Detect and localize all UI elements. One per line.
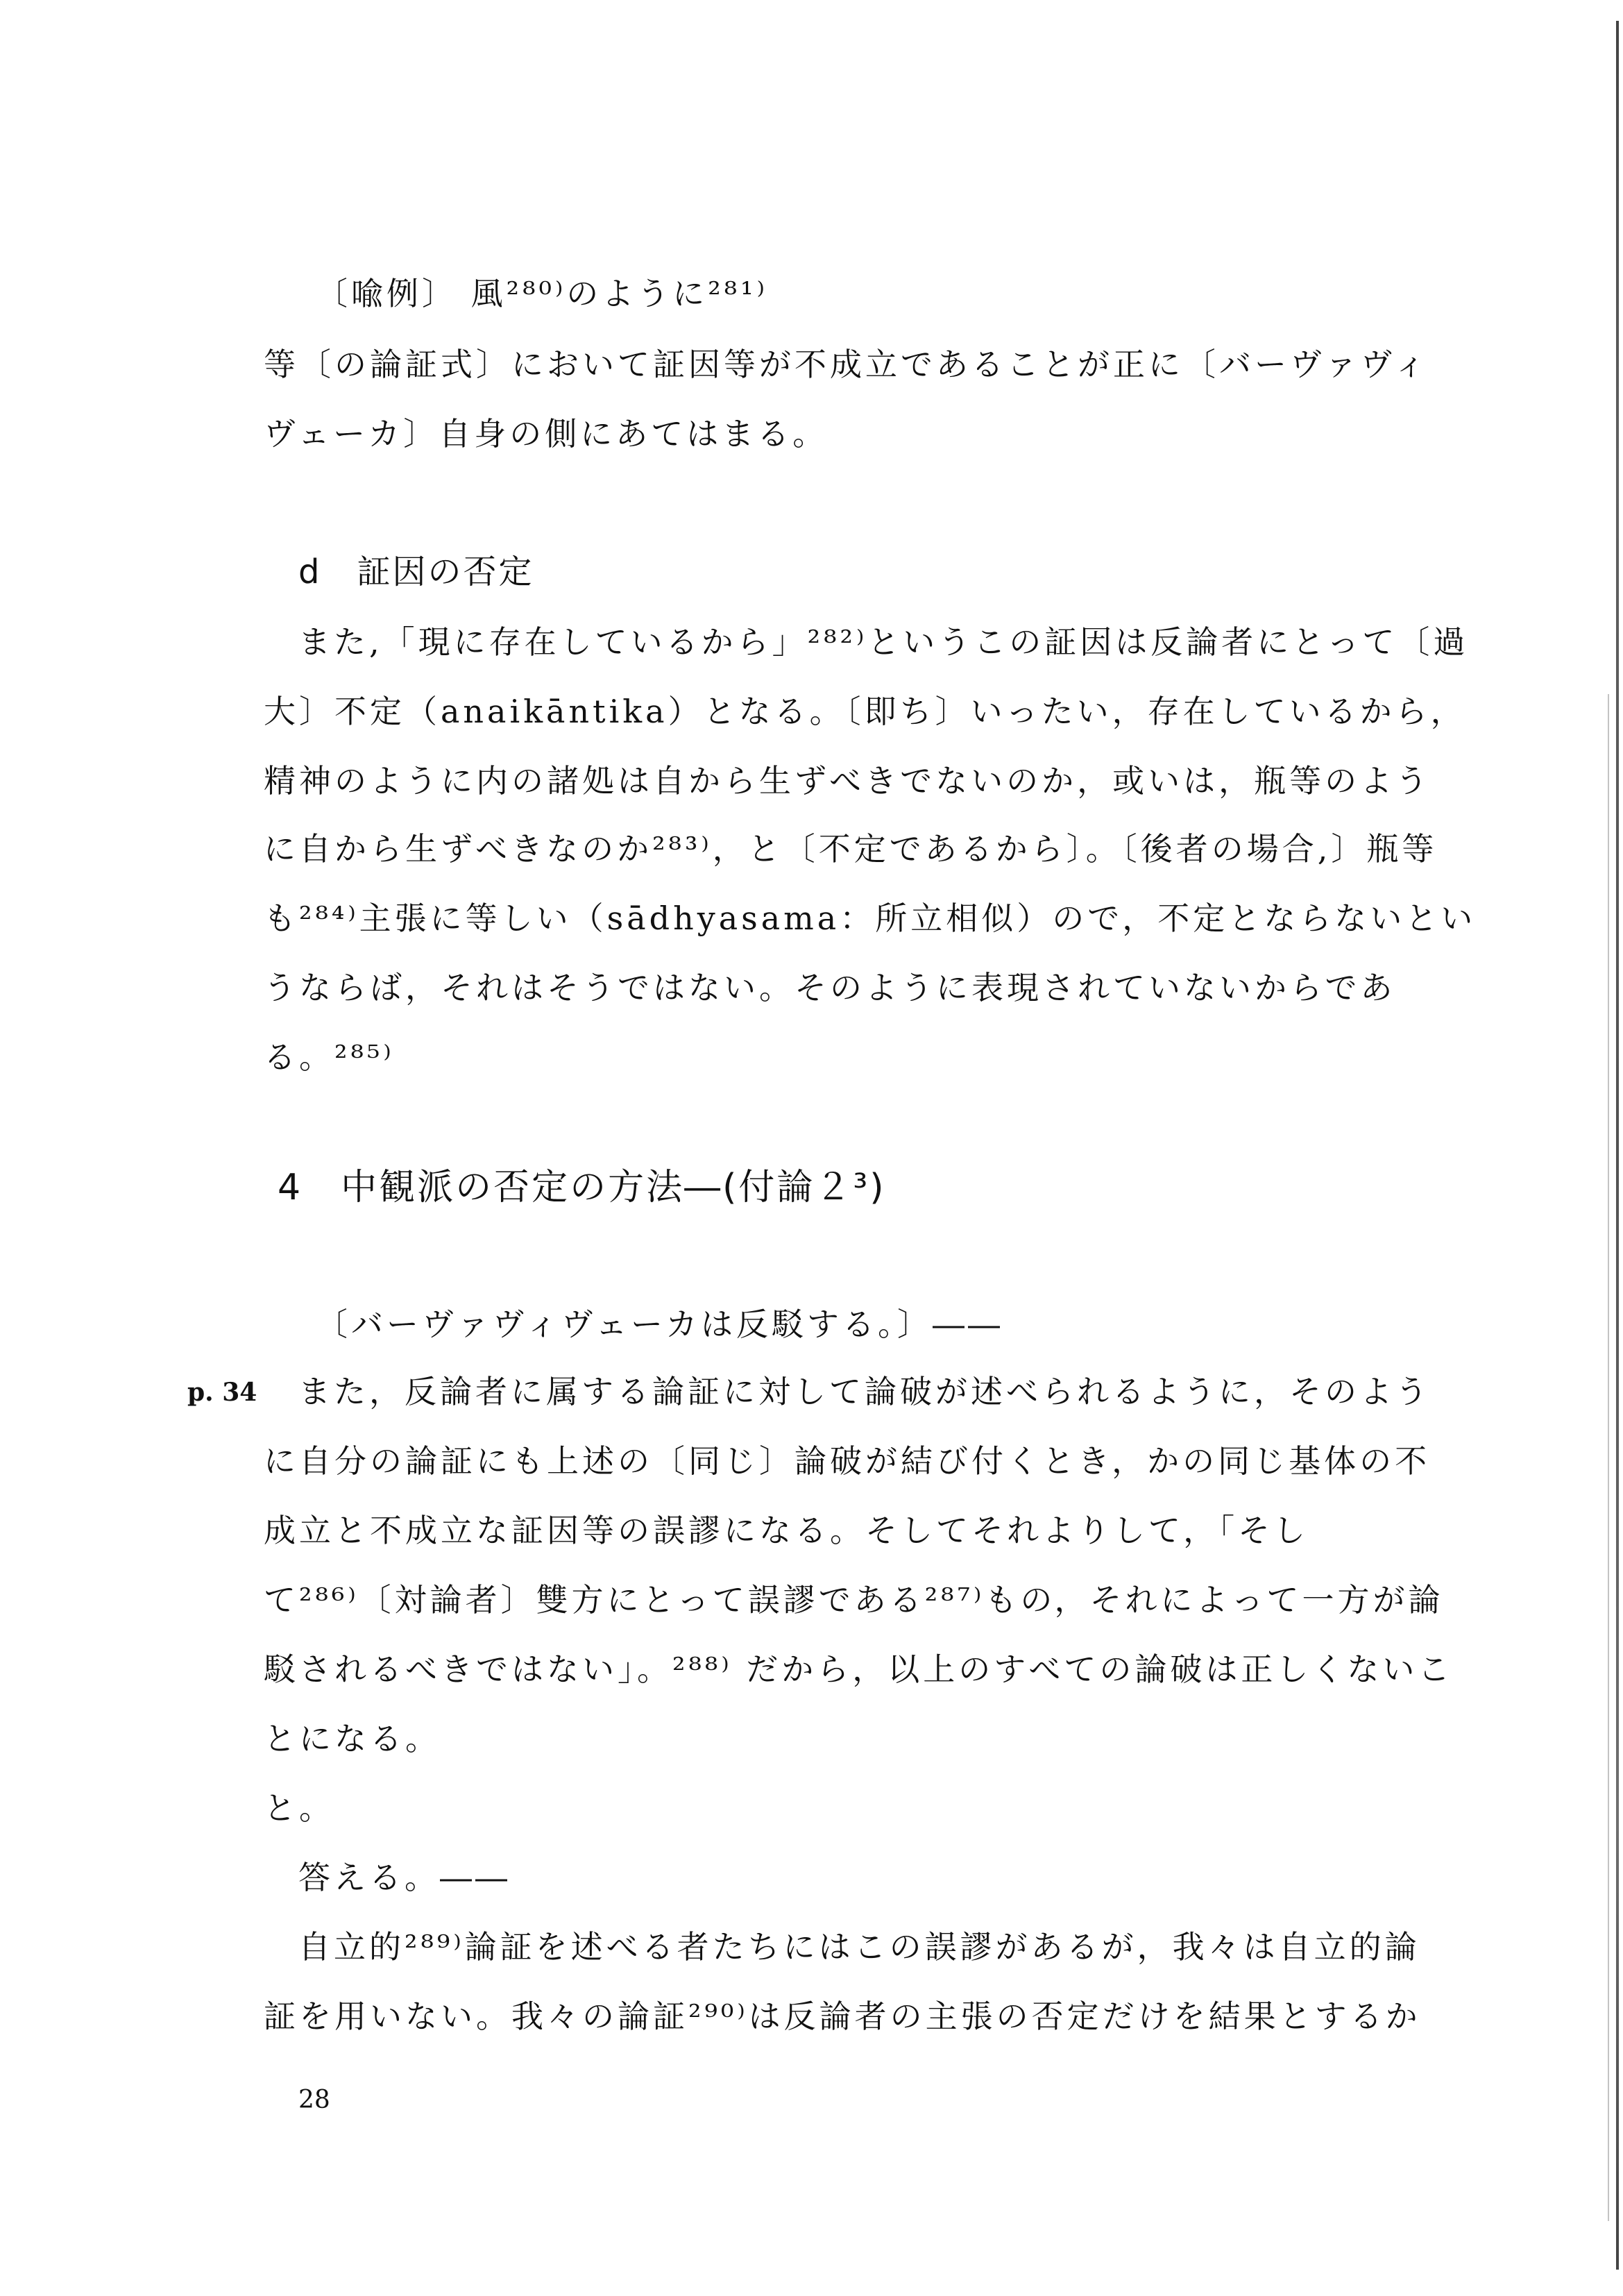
scan-binding-edge [1616,21,1619,2270]
example-line: 〔喩例〕 風²⁸⁰⁾のように²⁸¹⁾ [316,275,768,312]
body-line: また,「現に存在しているから」²⁸²⁾というこの証因は反論者にとって〔過 [298,623,1469,661]
scan-binding-edge-secondary [1608,694,1609,2221]
body-line: 等〔の論証式〕において証因等が不成立であることが正に〔バーヴァヴィ [264,346,1429,383]
body-line: 〔バーヴァヴィヴェーカは反駁する。〕―― [316,1306,1004,1343]
body-line: 精神のように内の諸処は自から生ずべきでないのか，或いは，瓶等のよう [264,762,1431,800]
body-line: うならば，それはそうではない。そのように表現されていないからであ [264,969,1396,1006]
body-line: 証を用いない。我々の論証²⁹⁰⁾は反論者の主張の否定だけを結果とするか [264,1998,1421,2035]
body-line: 自立的²⁸⁹⁾論証を述べる者たちにはこの誤謬があるが，我々は自立的論 [298,1928,1420,1966]
section-heading-4: 4 中観派の否定の方法―(付論２³) [278,1167,886,1208]
body-line: て²⁸⁶⁾〔対論者〕雙方にとって誤謬である²⁸⁷⁾もの，それによって一方が論 [264,1581,1444,1619]
body-line: また，反論者に属する論証に対して論破が述べられるように，そのよう [298,1373,1431,1410]
section-heading-d: d 証因の否定 [298,552,534,591]
body-line: とになる。 [264,1720,441,1757]
page-reference-marker: p. 34 [187,1378,257,1407]
body-line: 成立と不成立な証因等の誤謬になる。そしてそれよりして，「そし [264,1512,1309,1549]
body-line: 大〕不定（anaikāntika）となる。〔即ち〕いったい，存在しているから， [264,693,1466,730]
body-line: も²⁸⁴⁾主張に等しい（sādhyasama：所立相似）ので，不定とならないとい [264,900,1477,937]
body-line: に自から生ずべきなのか²⁸³⁾，と〔不定であるから〕。〔後者の場合,〕瓶等 [264,830,1438,868]
body-line: 駁されるべきではない」。²⁸⁸⁾ だから，以上のすべての論破は正しくないこ [264,1651,1454,1688]
body-line: ヴェーカ〕自身の側にあてはまる。 [264,415,829,453]
body-line: る。²⁸⁵⁾ [264,1038,395,1076]
body-line: と。 [264,1789,334,1827]
body-line: に自分の論証にも上述の〔同じ〕論破が結び付くとき，かの同じ基体の不 [264,1442,1431,1480]
body-line: 答える。―― [298,1859,511,1896]
page-number: 28 [298,2086,330,2114]
